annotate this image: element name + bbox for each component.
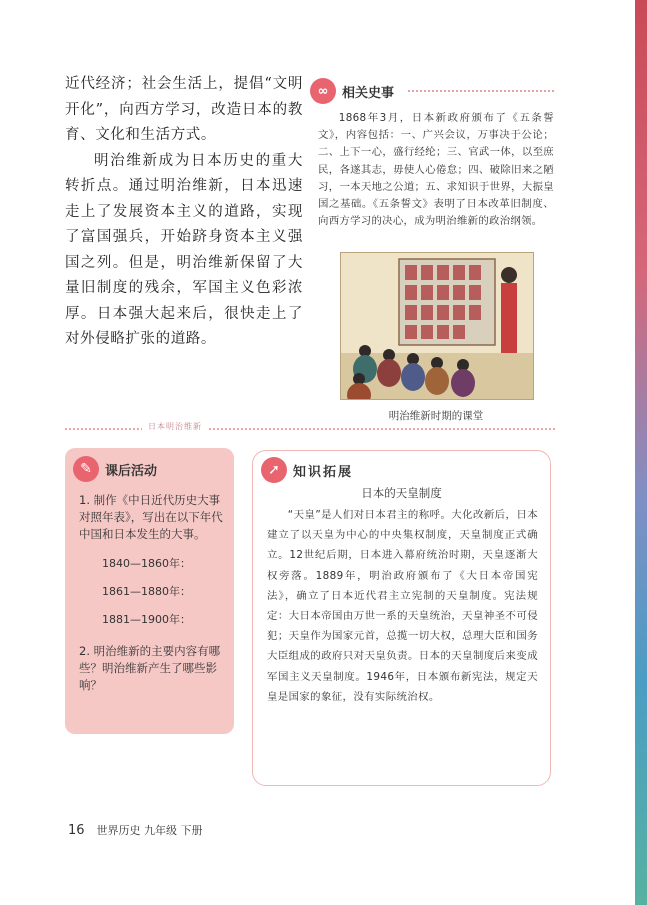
activity-question-1: 1. 制作《中日近代历史大事对照年表》，写出在以下年代中国和日本发生的大事。	[79, 493, 223, 541]
related-history-box	[310, 78, 554, 230]
knowledge-header	[253, 451, 550, 483]
activity-question-2: 2. 明治维新的主要内容有哪些？明治维新产生了哪些影响？	[79, 644, 221, 692]
page-edge-color-strip	[635, 0, 647, 905]
knowledge-text: “天皇”是人们对日本君主的称呼。大化改新后，日本建立了以天皇为中心的中央集权制度，天皇制度正式确立。12世纪后期，日本进入幕府统治时期，天皇逐渐大权旁落。1889年，明治政府颁布了《大日本帝国宪法》，确立了日本近代君主立宪制的天皇制度。宪法规定：大日本帝国由万世一系的天皇统治，天皇神圣不可侵犯；天皇作为国家元首，总揽一切大权，总理大臣和国务大臣组成的政府只对天皇负责。日本的天皇制度后来变成军国主义天皇制度。1946年，日本颁布新宪法，规定天皇是国家的象征，没有实际统治权。	[267, 509, 538, 703]
knowledge-title: 知识拓展	[293, 464, 354, 480]
main-paragraph-1: 近代经济；社会生活上，提倡“文明开化”，向西方学习，改造日本的教育、文化和生活方式。	[65, 76, 303, 143]
period-1: 1840—1860年：	[102, 557, 191, 570]
main-text	[65, 72, 303, 353]
section-divider	[65, 428, 555, 431]
knowledge-subtitle: 日本的天皇制度	[361, 486, 442, 500]
painting-caption: 明治维新时期的课堂	[388, 410, 484, 422]
pencil-icon: ✎	[73, 456, 99, 482]
section-divider-label: 日本明治维新	[142, 421, 208, 432]
page-footer	[68, 822, 203, 838]
activity-title: 课后活动	[105, 463, 158, 479]
activity-header	[65, 448, 234, 482]
meiji-classroom-painting	[340, 252, 534, 400]
header-dotted-rule	[408, 90, 554, 92]
after-class-activity-box	[65, 448, 234, 734]
related-history-text: 1868年3月，日本新政府颁布了《五条誓文》，内容包括：一、广兴会议，万事决于公论；二、上下一心，盛行经纶；三、官武一体，以至庶民，各遂其志，毋使人心倦怠；四、破除旧来之陋习，一本天地之公道；五、求知识于世界，大振皇国之基础。《五条誓文》表明了日本改革旧制度、向西方学习的决心，成为明治维新的政治纲领。	[318, 112, 554, 228]
arrow-target-icon: ➚	[261, 457, 287, 483]
book-title: 世界历史 九年级 下册	[96, 824, 203, 837]
period-3: 1881—1900年：	[102, 613, 191, 626]
main-paragraph-2: 明治维新成为日本历史的重大转折点。通过明治维新，日本迅速走上了发展资本主义的道路，实现了富国强兵，开始跻身资本主义强国之列。但是，明治维新保留了大量旧制度的残余，军国主义色彩浓厚。日本强大起来后，很快走上了对外侵略扩张的道路。	[65, 152, 303, 347]
related-history-header	[310, 78, 554, 104]
chain-link-icon: ∞	[310, 78, 336, 104]
page-number: 16	[68, 823, 85, 838]
knowledge-extension-box	[252, 450, 551, 786]
period-2: 1861—1880年：	[102, 585, 191, 598]
related-history-title: 相关史事	[342, 85, 395, 101]
